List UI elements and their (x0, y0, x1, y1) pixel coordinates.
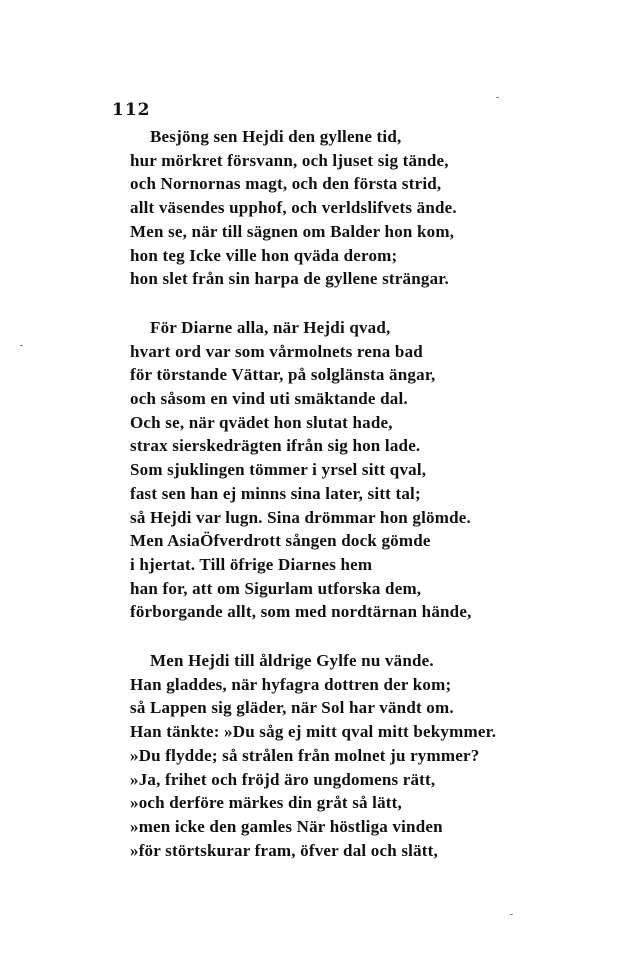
poem-line: Och se, när qvädet hon slutat hade, (130, 412, 393, 432)
page-number: 112 (112, 100, 151, 120)
poem-line: och såsom en vind uti smäktande dal. (130, 389, 408, 409)
poem-line: hur mörkret försvann, och ljuset sig tände, (130, 150, 449, 170)
poem-line: Besjöng sen Hejdi den gyllene tid, (150, 127, 402, 146)
poem-line: Han tänkte: »Du såg ej mitt qval mitt bekymmer. (130, 722, 497, 742)
stanza-1 (130, 125, 530, 291)
scan-speck (510, 914, 513, 915)
scan-speck (496, 97, 499, 98)
poem-line: i hjertat. Till öfrige Diarnes hem (130, 554, 373, 574)
poem-line: hvart ord var som vårmolnets rena bad (130, 341, 423, 361)
scan-speck (20, 345, 23, 346)
poem-line: Men Hejdi till åldrige Gylfe nu vände. (150, 651, 434, 671)
poem-line: för törstande Vättar, på solglänsta ängar, (130, 365, 436, 385)
poem-line: Men se, när till sägnen om Balder hon kom, (130, 221, 455, 241)
poem-line: allt väsendes upphof, och verldslifvets ände. (130, 198, 457, 218)
stanza-2 (130, 316, 530, 624)
poem-line: »Ja, frihet och fröjd äro ungdomens rätt, (130, 769, 436, 789)
poem-line: »för störtskurar fram, öfver dal och slätt, (130, 840, 438, 860)
poem-line: hon teg Icke ville hon qväda derom; (130, 245, 398, 265)
poem-line: »men icke den gamles När höstliga vinden (130, 816, 443, 836)
poem-line: strax sierskedrägten ifrån sig hon lade. (130, 436, 421, 456)
poem-line: så Hejdi var lugn. Sina drömmar hon glömde. (130, 507, 471, 527)
poem-line: Han gladdes, när hyfagra dottren der kom; (130, 674, 452, 694)
poem-line: han for, att om Sigurlam utforska dem, (130, 578, 422, 598)
poem-line: Som sjuklingen tömmer i yrsel sitt qval, (130, 460, 427, 480)
poem-line: hon slet från sin harpa de gyllene strängar. (130, 269, 449, 289)
poem-line: så Lappen sig gläder, när Sol har vändt om. (130, 698, 454, 718)
poem-line: Men AsiaÖfverdrott sången dock gömde (130, 531, 431, 551)
stanza-3 (130, 649, 530, 862)
poem-text (130, 125, 530, 862)
poem-line: »Du flydde; så strålen från molnet ju rymmer? (130, 745, 480, 765)
poem-line: förborgande allt, som med nordtärnan hände, (130, 602, 472, 622)
poem-line: »och derföre märkes din gråt så lätt, (130, 793, 402, 813)
poem-line: För Diarne alla, när Hejdi qvad, (150, 317, 391, 337)
poem-line: fast sen han ej minns sina later, sitt tal; (130, 483, 421, 503)
poem-line: och Nornornas magt, och den första strid, (130, 174, 442, 194)
